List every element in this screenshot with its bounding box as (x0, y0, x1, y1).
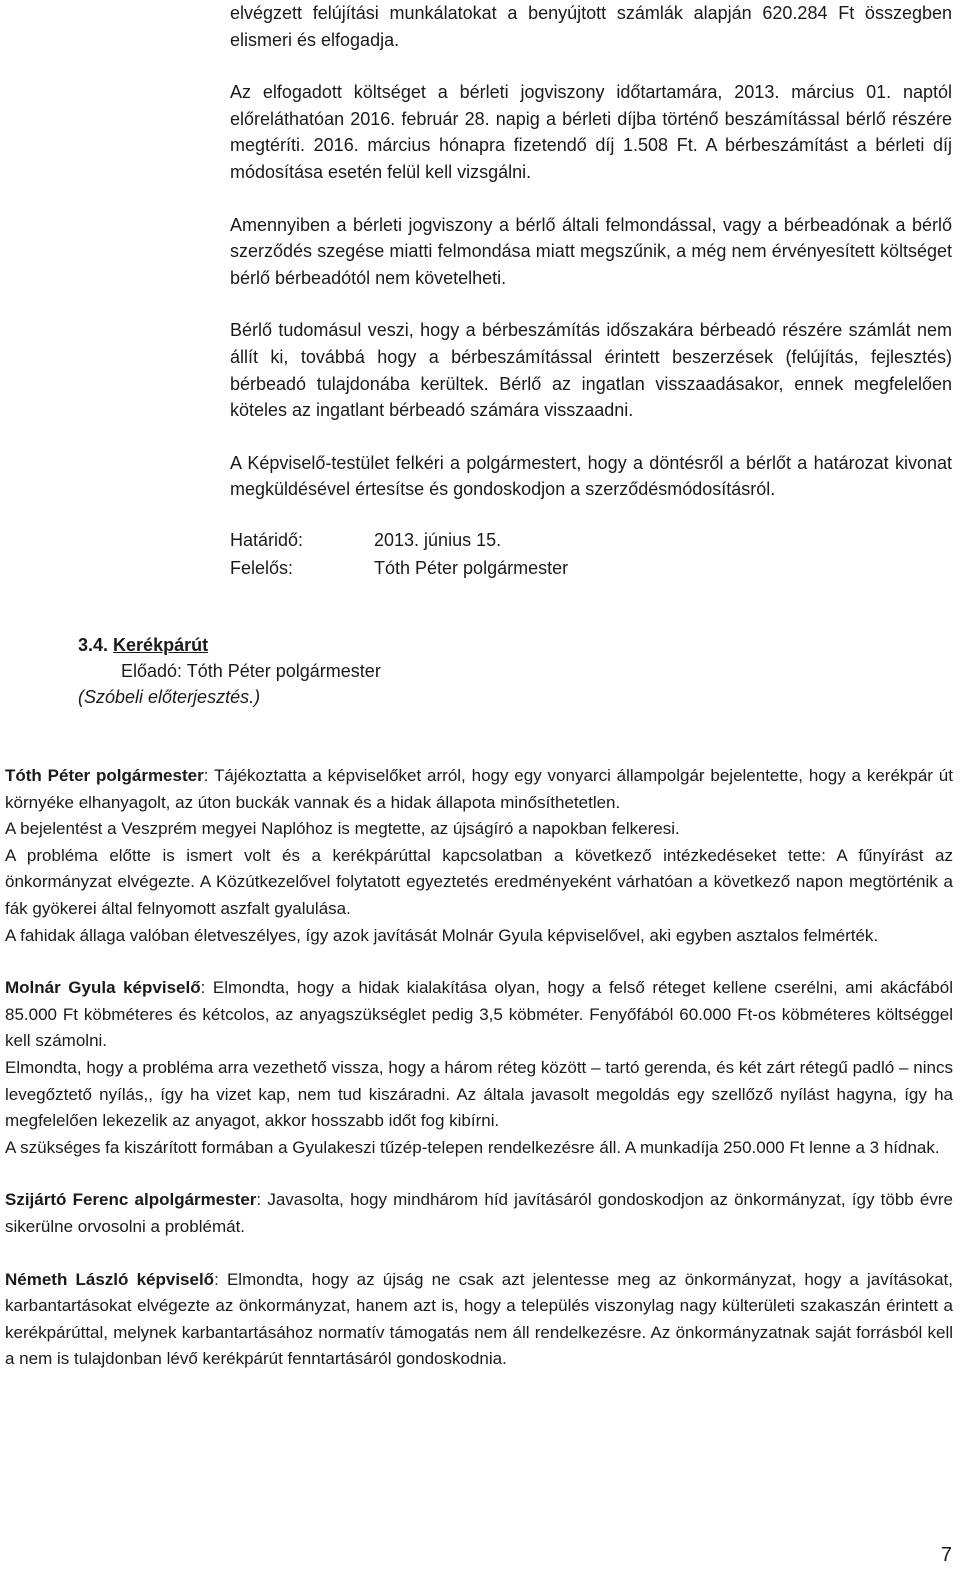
speaker-paragraph (5, 763, 953, 816)
paragraph-bridges: A fahidak állaga valóban életveszélyes, így azok javítását Molnár Gyula képviselővel, aki egyben asztalos felmérték. (5, 925, 879, 945)
deadline-value: 2013. június 15. (374, 530, 502, 550)
section-heading (78, 632, 381, 710)
resolution-text-block (230, 0, 952, 503)
page-number: 7 (940, 1544, 952, 1566)
speaker-paragraph (5, 1267, 953, 1373)
minutes-block (5, 763, 953, 1373)
speaker-text: : Elmondta, hogy a hidak kialakítása olyan, hogy a felső réteget kellene cserélni, ami akácfából 85.000 Ft köbméteres és kétcolos, az anyagszükséglet pedig 3,5 köbméter. Fenyőfából 60.000 Ft-os köbméteres költséggel kell számolni. (5, 978, 953, 1051)
paragraph-ventilation: Elmondta, hogy a probléma arra vezethető vissza, hogy a három réteg között – tartó gerenda, és két zárt rétegű padló – nincs levegőztető nyílás,, így ha vizet kap, nem tud kiszáradni. Az általa javasolt megoldás egy szellőző nyílást hagyna, így ha megfelelően lekezelik az anyagot, akkor hosszabb időt fog kibírni. (5, 1057, 953, 1131)
speaker-paragraph (5, 1187, 953, 1240)
deadline-responsible-block (230, 526, 568, 582)
paragraph-reimbursement: Az elfogadott költséget a bérleti jogviszony időtartamára, 2013. március 01. naptól előreláthatóan 2016. február 28. napig a bérleti díjba történő beszámítással bérlő részére megtéríti. 2016. március hónapra fizetendő díj 1.508 Ft. A bérbeszámítást a bérleti díj módosítása esetén felül kell vizsgálni. (230, 82, 952, 182)
section-presenter: Előadó: Tóth Péter polgármester (121, 661, 381, 681)
speaker-name: Németh László képviselő (5, 1269, 215, 1289)
responsible-row (230, 554, 568, 582)
deadline-row (230, 526, 568, 554)
paragraph-measures: A probléma előtte is ismert volt és a kerékpárúttal kapcsolatban a következő intézkedéseket tette: A fűnyírást az önkormányzat elvégezte. A Közútkezelővel folytatott egyeztetés eredményeként várhatóan a következő napon megtörténik a fák gyökerei által felnyomott aszfalt gyalulása. (5, 845, 953, 918)
paragraph-termination: Amennyiben a bérleti jogviszony a bérlő általi felmondással, vagy a bérbeadónak a bérlő szerződés szegése miatti felmondása miatt megszűnik, a még nem érvényesített költséget bérlő bérbeadótól nem követelheti. (230, 214, 952, 288)
speaker-name: Szijártó Ferenc alpolgármester (5, 1190, 257, 1210)
speaker-text: : Javasolta, hogy mindhárom híd javításáról gondoskodjon az önkormányzat, így több évre sikerülne orvosolni a problémát. (5, 1190, 953, 1236)
speaker-name: Tóth Péter polgármester (5, 766, 204, 785)
section-number: 3.4. (78, 635, 109, 655)
paragraph-acceptance: elvégzett felújítási munkálatokat a benyújtott számlák alapján 620.284 Ft összegben elismeri és elfogadja. (230, 3, 952, 50)
responsible-label: Felelős: (230, 558, 294, 578)
paragraph-acknowledgement: Bérlő tudomásul veszi, hogy a bérbeszámítás időszakára bérbeadó részére számlát nem állít ki, továbbá hogy a bérbeszámítással érintett beszerzések (felújítás, fejlesztés) bérbeadó tulajdonába kerültek. Bérlő az ingatlan visszaadásakor, ennek megfelelően köteles az ingatlant bérbeadó számára visszaadni. (230, 320, 952, 421)
responsible-value: Tóth Péter polgármester (374, 558, 569, 578)
speaker-paragraph (5, 975, 953, 1055)
speaker-text: : Elmondta, hogy az újság ne csak azt jelentesse meg az önkormányzat, hogy a javításokat, karbantartásokat elvégezte az önkormányzat, hanem azt is, hogy a település viszonylag nagy külterületi szakaszán érintett a kerékpárúttal, melynek karbantartásához normatív támogatás nem áll rendelkezésre. Az önkormányzatnak saját forrásból kell a nem is tulajdonban lévő kerékpárút fenntartásáról gondoskodnia. (5, 1269, 953, 1369)
section-title: Kerékpárút (113, 635, 209, 655)
speaker-name: Molnár Gyula képviselő (5, 978, 201, 998)
paragraph-request: A Képviselő-testület felkéri a polgármestert, hogy a döntésről a bérlőt a határozat kivonat megküldésével értesítse és gondoskodjon a szerződésmódosításról. (230, 452, 952, 500)
deadline-label: Határidő: (230, 530, 304, 550)
paragraph-report: A bejelentést a Veszprém megyei Naplóhoz is megtette, az újságíró a napokban felkeresi. (5, 819, 680, 839)
speaker-text: : Tájékoztatta a képviselőket arról, hogy egy vonyarci állampolgár bejelentette, hogy a kerékpár út környéke elhanyagolt, az úton buckák vannak és a hidak állapota minősíthetetlen. (5, 766, 953, 812)
paragraph-wood-supply: A szükséges fa kiszárított formában a Gyulakeszi tűzép-telepen rendelkezésre áll. A munkadíja 250.000 Ft lenne a 3 hídnak. (5, 1137, 940, 1157)
section-note: (Szóbeli előterjesztés.) (78, 687, 261, 707)
